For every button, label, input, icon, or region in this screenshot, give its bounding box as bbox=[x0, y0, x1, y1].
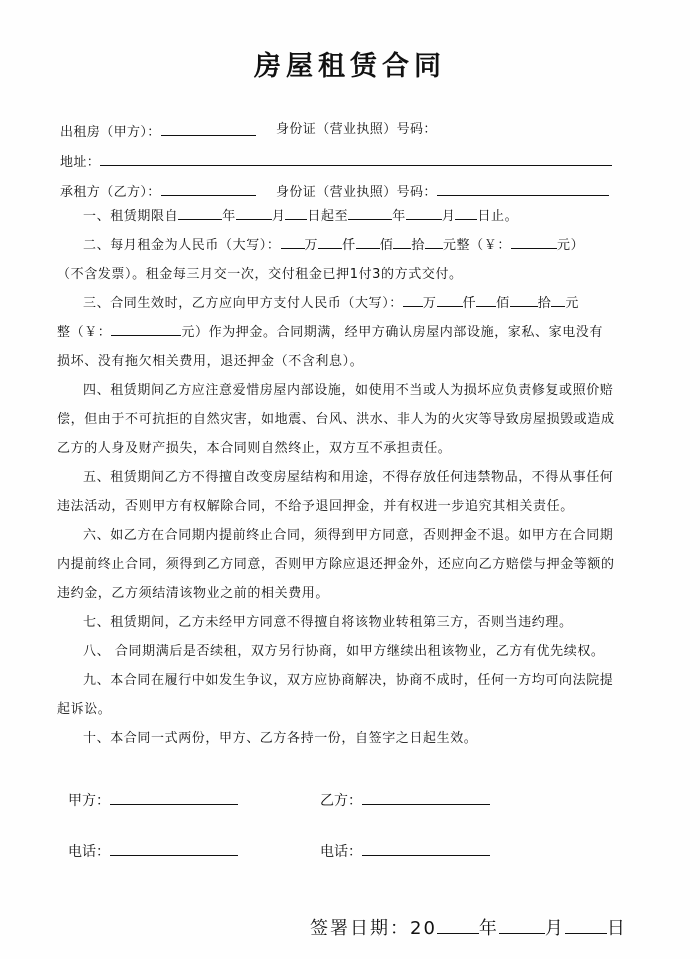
address-row bbox=[60, 152, 612, 171]
phone-b-label: 电话： bbox=[320, 844, 362, 860]
lessor-label: 出租房（甲方）： bbox=[60, 125, 161, 140]
sign-month-unit: 月 bbox=[544, 918, 565, 939]
clause-5-line-2: 违法活动，否则甲方有权解除合同，不给予退回押金，并有权进一步追究其相关责任。 bbox=[57, 499, 574, 514]
clause-3-end: 损坏、没有拖欠相关费用，退还押金（不含利息）。 bbox=[57, 354, 364, 369]
lessee-id-label: 身份证（营业执照）号码： bbox=[276, 185, 437, 200]
rent-bai-field[interactable] bbox=[356, 235, 380, 249]
clause-4-line-2: 偿，但由于不可抗拒的自然灾害，如地震、台风、洪水、非人为的火灾等导致房屋损毁或造成 bbox=[57, 412, 615, 427]
party-a-field[interactable] bbox=[110, 791, 238, 805]
address-label: 地址： bbox=[60, 155, 101, 170]
sign-year-unit: 年 bbox=[478, 918, 499, 939]
clause-9-line-1: 九、本合同在履行中如发生争议，双方应协商解决，协商不成时，任何一方均可向法院提 bbox=[83, 673, 614, 688]
party-b-signature bbox=[320, 790, 490, 810]
party-a-signature bbox=[68, 790, 238, 810]
clause-2-cont: （不含发票）。租金每三月交一次，交付租金已押1付3的方式交付。 bbox=[57, 267, 463, 282]
rent-wan-field[interactable] bbox=[281, 235, 305, 249]
clause-10: 十、本合同一式两份，甲方、乙方各持一份，自签字之日起生效。 bbox=[83, 731, 478, 746]
end-year-field[interactable] bbox=[348, 206, 392, 220]
clause-9-line-2: 起诉讼。 bbox=[57, 702, 112, 717]
start-month-field[interactable] bbox=[236, 206, 272, 220]
phone-b-field[interactable] bbox=[362, 842, 490, 856]
deposit-shi-field[interactable] bbox=[510, 293, 538, 307]
page-title: 房屋租赁合同 bbox=[254, 51, 446, 82]
sign-month-field[interactable] bbox=[499, 917, 545, 934]
start-year-field[interactable] bbox=[178, 206, 222, 220]
sign-year-field[interactable] bbox=[437, 917, 479, 934]
clause-3: 三、合同生效时，乙方应向甲方支付人民币（大写）： 万 仟 佰 拾 元 bbox=[57, 289, 649, 318]
phone-a-field[interactable] bbox=[110, 842, 238, 856]
lessee-label: 承租方（乙方）： bbox=[60, 185, 161, 200]
clause-7: 七、租赁期间，乙方未经甲方同意不得擅自将该物业转租第三方，否则当违约理。 bbox=[83, 615, 573, 630]
end-day-field[interactable] bbox=[455, 206, 477, 220]
sign-day-unit: 日 bbox=[606, 918, 627, 939]
lessee-id-row bbox=[276, 182, 609, 201]
party-a-label: 甲方： bbox=[68, 793, 110, 809]
clause-6-line-1: 六、如乙方在合同期内提前终止合同，须得到甲方同意，否则押金不退。如甲方在合同期 bbox=[83, 528, 614, 543]
deposit-qian-field[interactable] bbox=[437, 293, 463, 307]
rent-qian-field[interactable] bbox=[318, 235, 342, 249]
clause-4-line-3: 乙方的人身及财产损失，本合同则自然终止，双方互不承担责任。 bbox=[57, 441, 452, 456]
rent-shi-field[interactable] bbox=[393, 235, 411, 249]
signing-date-label: 签署日期：20 bbox=[310, 918, 437, 939]
lessor-name-field[interactable] bbox=[161, 122, 256, 136]
address-field[interactable] bbox=[100, 152, 612, 166]
start-day-field[interactable] bbox=[285, 206, 307, 220]
rent-yuan-field[interactable] bbox=[425, 235, 443, 249]
clause-4-line-1: 四、租赁期间乙方应注意爱惜房屋内部设施，如使用不当或人为损坏应负责修复或照价赔 bbox=[83, 383, 614, 398]
party-b-field[interactable] bbox=[362, 791, 490, 805]
party-b-phone bbox=[320, 841, 490, 861]
deposit-wan-field[interactable] bbox=[403, 293, 423, 307]
party-b-label: 乙方： bbox=[320, 793, 362, 809]
contract-clauses bbox=[57, 202, 649, 753]
clause-5-line-1: 五、租赁期间乙方不得擅自改变房屋结构和用途，不得存放任何违禁物品，不得从事任何 bbox=[83, 470, 614, 485]
lessee-name-field[interactable] bbox=[161, 182, 256, 196]
lessee-id-field[interactable] bbox=[437, 182, 609, 196]
clause-3-cont: 整（￥： 元）作为押金。合同期满，经甲方确认房屋内部设施，家私、家电没有 bbox=[57, 318, 649, 347]
signing-date bbox=[310, 914, 627, 940]
deposit-yuan-field[interactable] bbox=[551, 293, 565, 307]
clause-6-line-2: 内提前终止合同，须得到乙方同意，否则甲方除应退还押金外，还应向乙方赔偿与押金等额的 bbox=[57, 557, 615, 572]
clause-6-line-3: 违约金，乙方须结清该物业之前的相关费用。 bbox=[57, 586, 330, 601]
lessor-id-row bbox=[276, 122, 437, 138]
deposit-bai-field[interactable] bbox=[476, 293, 496, 307]
phone-a-label: 电话： bbox=[68, 844, 110, 860]
clause-2: 二、每月租金为人民币（大写）： 万 仟 佰 拾 元整（￥： 元） bbox=[57, 231, 649, 260]
lessor-row bbox=[60, 122, 256, 141]
sign-day-field[interactable] bbox=[565, 917, 607, 934]
clause-8: 八、 合同期满后是否续租，双方另行协商，如甲方继续出租该物业，乙方有优先续权。 bbox=[83, 644, 605, 659]
deposit-amount-field[interactable] bbox=[111, 322, 181, 336]
lessee-row bbox=[60, 182, 256, 201]
party-a-phone bbox=[68, 841, 238, 861]
lessor-id-label: 身份证（营业执照）号码： bbox=[276, 122, 437, 137]
rent-amount-field[interactable] bbox=[511, 235, 557, 249]
clause-1: 一、租赁期限自 年 月 日起至 年 月 日止。 bbox=[57, 202, 649, 231]
end-month-field[interactable] bbox=[406, 206, 442, 220]
